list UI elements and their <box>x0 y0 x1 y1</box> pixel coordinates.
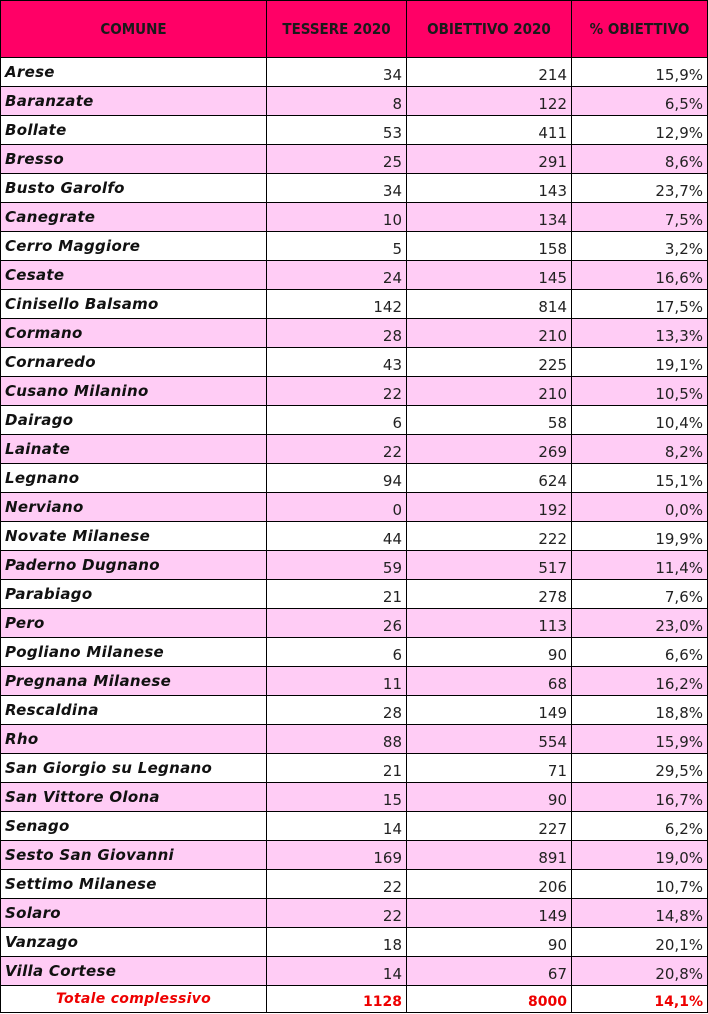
cell-obiettivo: 624 <box>407 464 572 493</box>
table-row <box>1 290 708 319</box>
cell-percent: 20,8% <box>572 957 708 986</box>
cell-obiettivo: 71 <box>407 754 572 783</box>
cell-comune: Sesto San Giovanni <box>1 841 267 870</box>
cell-obiettivo: 113 <box>407 609 572 638</box>
table-row <box>1 638 708 667</box>
cell-comune: Pogliano Milanese <box>1 638 267 667</box>
cell-percent: 23,7% <box>572 174 708 203</box>
header-percent: % OBIETTIVO <box>572 1 708 58</box>
cell-percent: 18,8% <box>572 696 708 725</box>
cell-percent: 19,1% <box>572 348 708 377</box>
cell-obiettivo: 291 <box>407 145 572 174</box>
table-row <box>1 348 708 377</box>
table-row <box>1 232 708 261</box>
cell-tessere: 22 <box>267 377 407 406</box>
cell-percent: 20,1% <box>572 928 708 957</box>
cell-comune: Rho <box>1 725 267 754</box>
cell-comune: Pero <box>1 609 267 638</box>
cell-percent: 12,9% <box>572 116 708 145</box>
cell-tessere: 26 <box>267 609 407 638</box>
cell-tessere: 142 <box>267 290 407 319</box>
cell-obiettivo: 143 <box>407 174 572 203</box>
table-row <box>1 58 708 87</box>
table-row <box>1 928 708 957</box>
header-tessere: TESSERE 2020 <box>267 1 407 58</box>
cell-comune: Bresso <box>1 145 267 174</box>
cell-obiettivo: 149 <box>407 899 572 928</box>
table-row <box>1 841 708 870</box>
cell-comune: Pregnana Milanese <box>1 667 267 696</box>
table-row <box>1 203 708 232</box>
cell-tessere: 8 <box>267 87 407 116</box>
table-row <box>1 145 708 174</box>
cell-percent: 14,8% <box>572 899 708 928</box>
header-obiettivo: OBIETTIVO 2020 <box>407 1 572 58</box>
cell-obiettivo: 67 <box>407 957 572 986</box>
total-label: Totale complessivo <box>1 986 267 1013</box>
cell-percent: 11,4% <box>572 551 708 580</box>
table-row <box>1 696 708 725</box>
cell-obiettivo: 554 <box>407 725 572 754</box>
cell-tessere: 6 <box>267 406 407 435</box>
total-row <box>1 986 708 1013</box>
cell-tessere: 14 <box>267 957 407 986</box>
table-row <box>1 116 708 145</box>
cell-tessere: 169 <box>267 841 407 870</box>
table-row <box>1 319 708 348</box>
cell-comune: Cinisello Balsamo <box>1 290 267 319</box>
cell-percent: 6,5% <box>572 87 708 116</box>
cell-comune: Legnano <box>1 464 267 493</box>
cell-obiettivo: 90 <box>407 638 572 667</box>
cell-comune: Vanzago <box>1 928 267 957</box>
table-row <box>1 609 708 638</box>
table-row <box>1 957 708 986</box>
cell-percent: 8,6% <box>572 145 708 174</box>
cell-obiettivo: 210 <box>407 377 572 406</box>
cell-tessere: 18 <box>267 928 407 957</box>
table-row <box>1 464 708 493</box>
cell-obiettivo: 158 <box>407 232 572 261</box>
cell-comune: Cesate <box>1 261 267 290</box>
cell-percent: 29,5% <box>572 754 708 783</box>
table-row <box>1 812 708 841</box>
cell-obiettivo: 814 <box>407 290 572 319</box>
cell-percent: 6,2% <box>572 812 708 841</box>
cell-obiettivo: 227 <box>407 812 572 841</box>
cell-obiettivo: 891 <box>407 841 572 870</box>
cell-comune: Cormano <box>1 319 267 348</box>
cell-percent: 15,9% <box>572 58 708 87</box>
cell-percent: 0,0% <box>572 493 708 522</box>
cell-percent: 10,5% <box>572 377 708 406</box>
cell-obiettivo: 90 <box>407 783 572 812</box>
cell-percent: 19,0% <box>572 841 708 870</box>
cell-percent: 6,6% <box>572 638 708 667</box>
cell-obiettivo: 278 <box>407 580 572 609</box>
cell-tessere: 44 <box>267 522 407 551</box>
cell-percent: 13,3% <box>572 319 708 348</box>
cell-percent: 7,5% <box>572 203 708 232</box>
cell-tessere: 21 <box>267 580 407 609</box>
cell-comune: Arese <box>1 58 267 87</box>
cell-obiettivo: 192 <box>407 493 572 522</box>
table-row <box>1 783 708 812</box>
cell-comune: Bollate <box>1 116 267 145</box>
table-row <box>1 174 708 203</box>
cell-tessere: 11 <box>267 667 407 696</box>
cell-obiettivo: 225 <box>407 348 572 377</box>
cell-percent: 7,6% <box>572 580 708 609</box>
cell-tessere: 34 <box>267 58 407 87</box>
cell-comune: Nerviano <box>1 493 267 522</box>
cell-obiettivo: 214 <box>407 58 572 87</box>
cell-tessere: 0 <box>267 493 407 522</box>
cell-tessere: 22 <box>267 435 407 464</box>
table-row <box>1 87 708 116</box>
cell-comune: Settimo Milanese <box>1 870 267 899</box>
cell-comune: Canegrate <box>1 203 267 232</box>
table-body <box>1 58 708 1013</box>
table-row <box>1 899 708 928</box>
cell-comune: San Vittore Olona <box>1 783 267 812</box>
cell-percent: 16,2% <box>572 667 708 696</box>
total-obiettivo: 8000 <box>407 986 572 1013</box>
cell-tessere: 21 <box>267 754 407 783</box>
table-row <box>1 551 708 580</box>
cell-percent: 10,4% <box>572 406 708 435</box>
table-row <box>1 667 708 696</box>
cell-obiettivo: 222 <box>407 522 572 551</box>
cell-obiettivo: 122 <box>407 87 572 116</box>
cell-obiettivo: 68 <box>407 667 572 696</box>
cell-tessere: 14 <box>267 812 407 841</box>
cell-tessere: 28 <box>267 319 407 348</box>
cell-tessere: 88 <box>267 725 407 754</box>
cell-tessere: 22 <box>267 899 407 928</box>
cell-tessere: 34 <box>267 174 407 203</box>
cell-tessere: 22 <box>267 870 407 899</box>
cell-obiettivo: 90 <box>407 928 572 957</box>
cell-comune: Novate Milanese <box>1 522 267 551</box>
cell-comune: Baranzate <box>1 87 267 116</box>
cell-tessere: 59 <box>267 551 407 580</box>
table-row <box>1 377 708 406</box>
table-row <box>1 522 708 551</box>
header-comune: COMUNE <box>1 1 267 58</box>
cell-percent: 10,7% <box>572 870 708 899</box>
table-row <box>1 261 708 290</box>
table-header <box>1 1 708 58</box>
table-row <box>1 406 708 435</box>
cell-percent: 15,9% <box>572 725 708 754</box>
cell-comune: Cusano Milanino <box>1 377 267 406</box>
cell-tessere: 6 <box>267 638 407 667</box>
cell-comune: Paderno Dugnano <box>1 551 267 580</box>
cell-percent: 23,0% <box>572 609 708 638</box>
cell-percent: 3,2% <box>572 232 708 261</box>
cell-comune: Lainate <box>1 435 267 464</box>
cell-percent: 17,5% <box>572 290 708 319</box>
cell-comune: Solaro <box>1 899 267 928</box>
cell-obiettivo: 58 <box>407 406 572 435</box>
cell-percent: 19,9% <box>572 522 708 551</box>
cell-tessere: 43 <box>267 348 407 377</box>
cell-comune: Cornaredo <box>1 348 267 377</box>
cell-obiettivo: 269 <box>407 435 572 464</box>
cell-percent: 15,1% <box>572 464 708 493</box>
cell-comune: Cerro Maggiore <box>1 232 267 261</box>
cell-percent: 8,2% <box>572 435 708 464</box>
table-row <box>1 493 708 522</box>
cell-comune: Parabiago <box>1 580 267 609</box>
table-row <box>1 754 708 783</box>
total-tessere: 1128 <box>267 986 407 1013</box>
cell-percent: 16,7% <box>572 783 708 812</box>
cell-obiettivo: 210 <box>407 319 572 348</box>
cell-obiettivo: 134 <box>407 203 572 232</box>
cell-tessere: 15 <box>267 783 407 812</box>
cell-comune: Rescaldina <box>1 696 267 725</box>
cell-percent: 16,6% <box>572 261 708 290</box>
cell-obiettivo: 411 <box>407 116 572 145</box>
cell-tessere: 53 <box>267 116 407 145</box>
cell-obiettivo: 145 <box>407 261 572 290</box>
cell-obiettivo: 517 <box>407 551 572 580</box>
cell-comune: Senago <box>1 812 267 841</box>
total-percent: 14,1% <box>572 986 708 1013</box>
cell-comune: Villa Cortese <box>1 957 267 986</box>
cell-tessere: 5 <box>267 232 407 261</box>
table-row <box>1 435 708 464</box>
cell-comune: Busto Garolfo <box>1 174 267 203</box>
cell-tessere: 94 <box>267 464 407 493</box>
cell-tessere: 10 <box>267 203 407 232</box>
cell-comune: San Giorgio su Legnano <box>1 754 267 783</box>
table-row <box>1 725 708 754</box>
cell-comune: Dairago <box>1 406 267 435</box>
cell-tessere: 25 <box>267 145 407 174</box>
cell-obiettivo: 206 <box>407 870 572 899</box>
cell-obiettivo: 149 <box>407 696 572 725</box>
cell-tessere: 28 <box>267 696 407 725</box>
table-row <box>1 870 708 899</box>
cell-tessere: 24 <box>267 261 407 290</box>
table-row <box>1 580 708 609</box>
